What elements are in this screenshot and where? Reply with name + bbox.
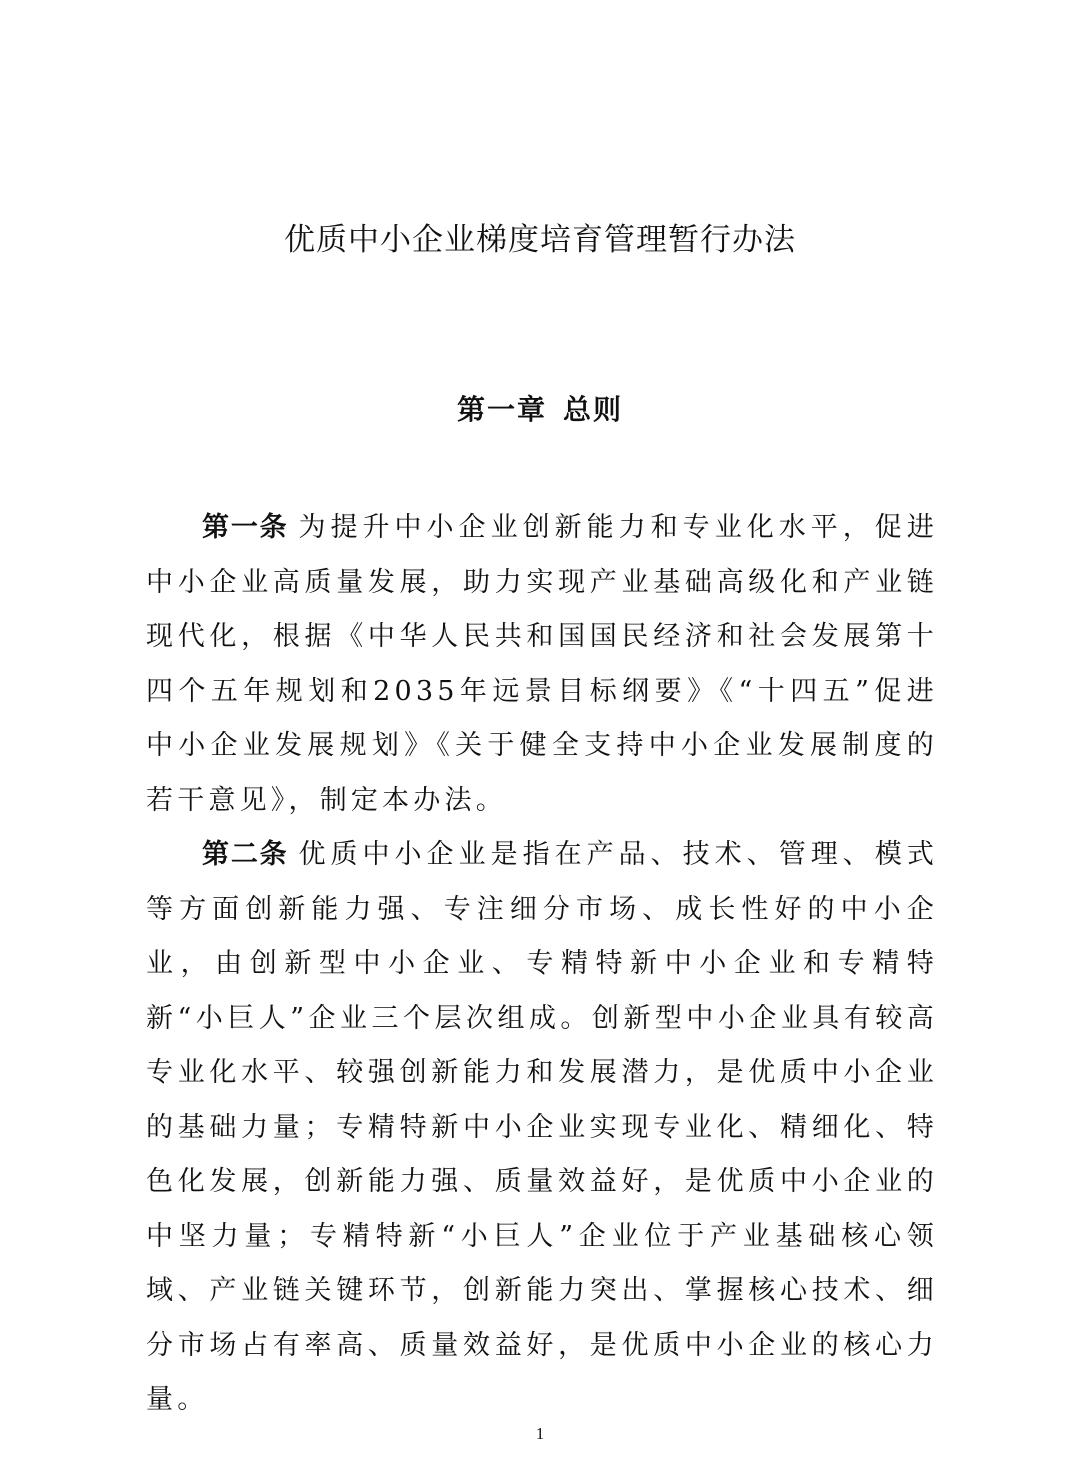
article-label: 第二条	[202, 839, 289, 870]
article-2	[146, 828, 938, 1428]
document-body	[146, 501, 938, 1428]
chapter-heading	[0, 388, 1080, 432]
chapter-number: 第一章	[456, 393, 547, 426]
article-label: 第一条	[202, 512, 289, 543]
chapter-name: 总则	[563, 393, 624, 426]
article-text: 优质中小企业是指在产品、技术、管理、模式等方面创新能力强、专注细分市场、成长性好的中小企业，由创新型中小企业、专精特新中小企业和专精特新“小巨人”企业三个层次组成。创新型中小企业具有较高专业化水平、较强创新能力和发展潜力，是优质中小企业的基础力量；专精特新中小企业实现专业化、精细化、特色化发展，创新能力强、质量效益好，是优质中小企业的中坚力量；专精特新“小巨人”企业位于产业基础核心领域、产业链关键环节，创新能力突出、掌握核心技术、细分市场占有率高、质量效益好，是优质中小企业的核心力量。	[146, 839, 939, 1415]
article-text: 为提升中小企业创新能力和专业化水平，促进中小企业高质量发展，助力实现产业基础高级化和产业链现代化，根据《中华人民共和国国民经济和社会发展第十四个五年规划和2035年远景目标纲要》《“十四五”促进中小企业发展规划》《关于健全支持中小企业发展制度的若干意见》，制定本办法。	[146, 512, 939, 816]
page-number: 1	[535, 1424, 545, 1443]
document-title: 优质中小企业梯度培育管理暂行办法	[284, 222, 796, 258]
article-1	[146, 501, 938, 828]
